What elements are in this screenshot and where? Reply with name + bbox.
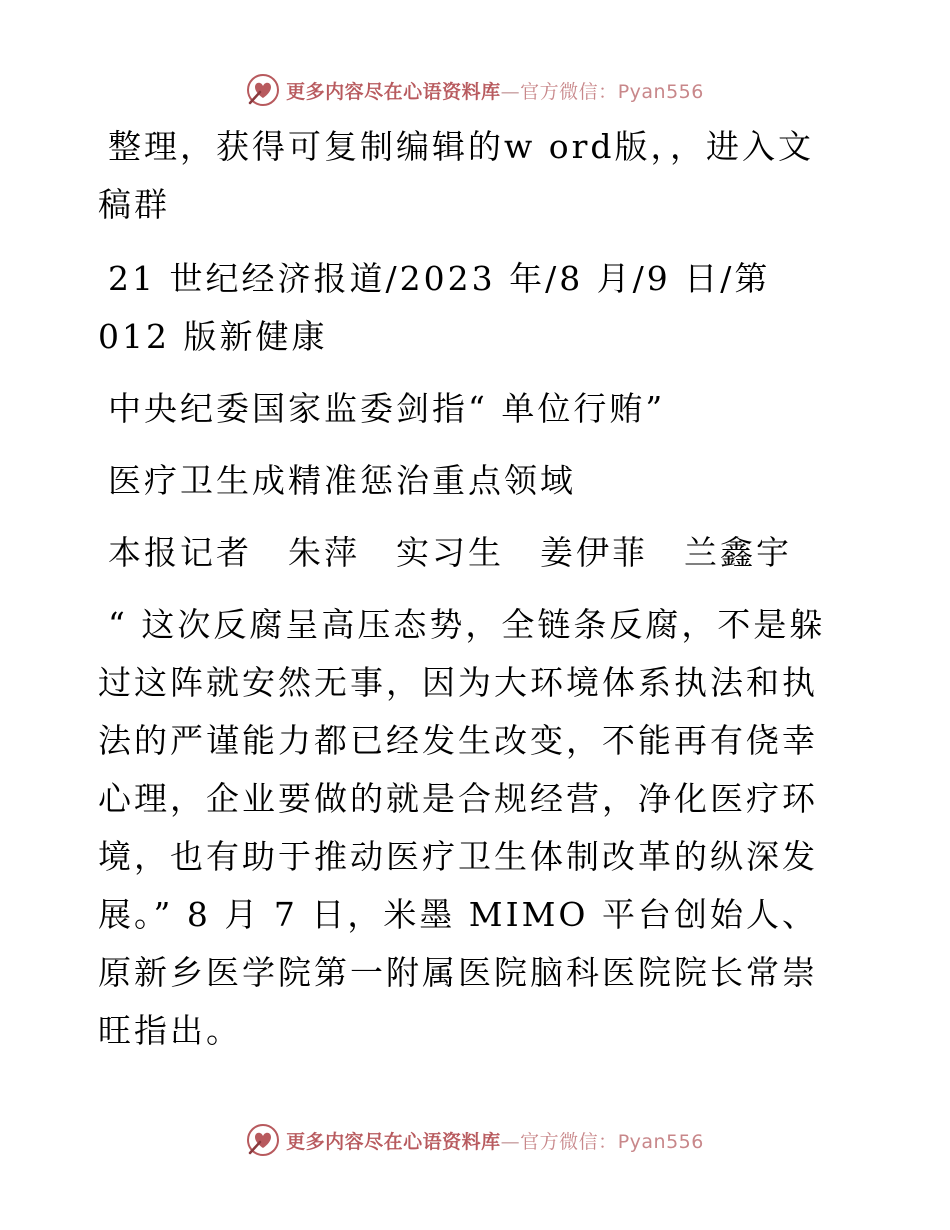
footer-banner <box>0 1120 950 1160</box>
headline-main: 中央纪委国家监委剑指“ 单位行贿” <box>108 389 666 428</box>
banner-main-text: 更多内容尽在心语资料库 <box>286 1130 501 1153</box>
body-paragraph: “ 这次反腐呈高压态势，全链条反腐，不是躲过这阵就安然无事，因为大环境体系执法和执法的严谨能力都已经发生改变，不能再有侥幸心理，企业要做的就是合规经营，净化医疗环境，也有助于推动医疗卫生体制改革的纵深发展。” 8 月 7 日，米墨 MIMO 平台创始人、原新乡医学院第一附属医院脑科医院院长常崇旺指出。 <box>98 605 826 1050</box>
banner-dash: — <box>500 1130 521 1153</box>
heart-pen-logo-icon <box>246 73 280 107</box>
banner-wechat-label: 官方微信： <box>520 1130 618 1153</box>
headline-sub: 医疗卫生成精准惩治重点领域 <box>108 461 576 500</box>
banner-main-text: 更多内容尽在心语资料库 <box>286 80 501 103</box>
intro-text: 整理，获得可复制编辑的w ord版，，进入文稿群 <box>98 127 815 224</box>
banner-wechat-id: Pyan556 <box>617 1130 704 1153</box>
banner-text <box>286 77 704 104</box>
source-line: 21 世纪经济报道/2023 年/8 月/9 日/第 012 版新健康 <box>98 259 771 356</box>
banner-dash: — <box>500 80 521 103</box>
banner-text <box>286 1127 704 1154</box>
heart-pen-logo-icon <box>246 1123 280 1157</box>
banner-wechat-label: 官方微信： <box>520 80 618 103</box>
document-body <box>98 118 848 1060</box>
header-banner <box>0 70 950 110</box>
byline: 本报记者 朱萍 实习生 姜伊菲 兰鑫宇 <box>108 533 792 572</box>
banner-wechat-id: Pyan556 <box>617 80 704 103</box>
